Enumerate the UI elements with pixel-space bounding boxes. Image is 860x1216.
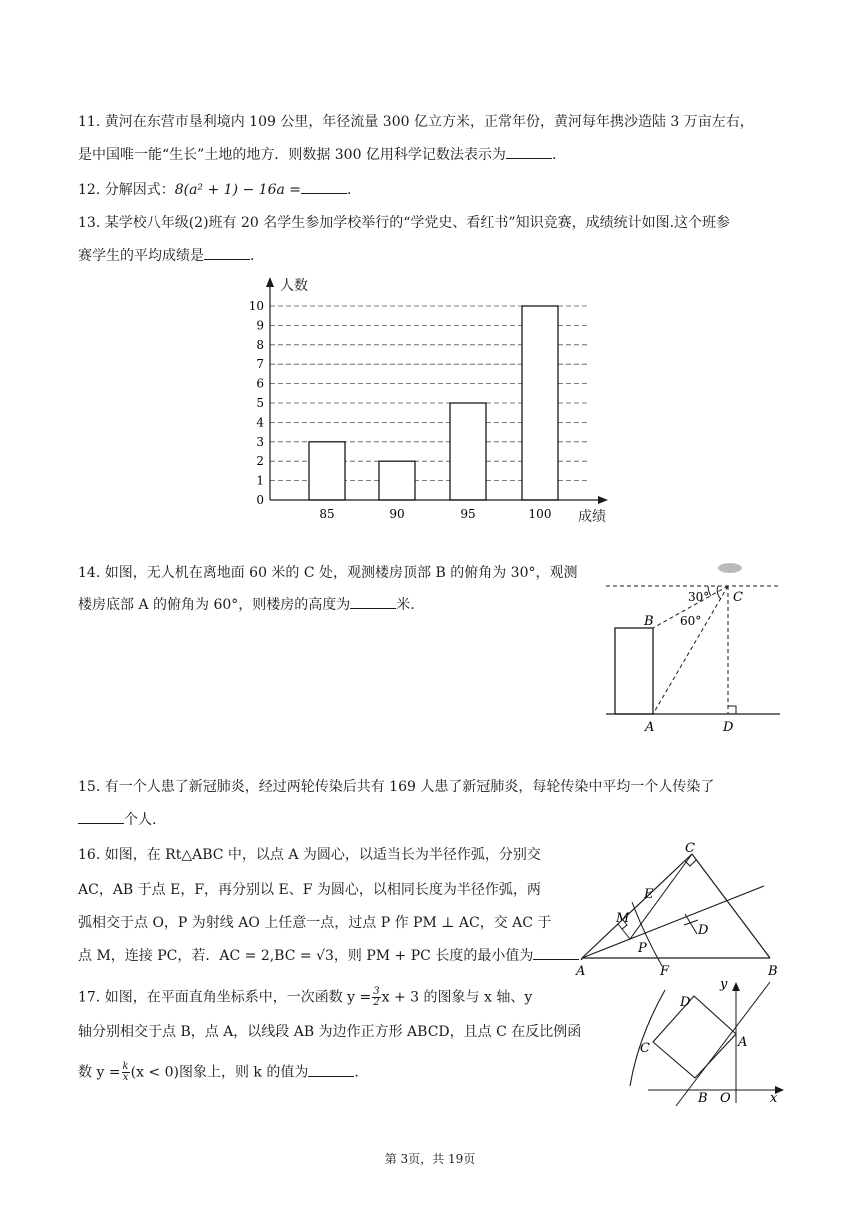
q15-end: 个人.	[124, 812, 157, 828]
q12-line	[78, 180, 351, 200]
q17-fraction-k-x	[122, 1062, 130, 1083]
label-e: E	[644, 887, 654, 902]
q11-line2-text: 是中国唯一能“生长”土地的地方．则数据 300 亿用科学记数法表示为	[78, 147, 506, 163]
y-tick-label: 7	[256, 357, 264, 372]
right-angle-d	[728, 706, 736, 714]
q15-answer-blank[interactable]	[78, 811, 124, 824]
bar	[522, 306, 558, 500]
label-y: y	[720, 978, 728, 992]
label-f: F	[660, 964, 670, 979]
q17-line3a: 数 y =	[78, 1064, 121, 1081]
q17-frac-den: 2	[373, 997, 380, 1008]
q11-end: .	[551, 147, 557, 163]
side-cb	[692, 854, 770, 958]
angle-arc-60	[717, 586, 721, 599]
side-ac	[582, 854, 692, 958]
x-tick-label: 100	[528, 507, 552, 521]
q17-k-num: k	[122, 1061, 129, 1072]
q14-answer-blank[interactable]	[350, 596, 396, 609]
label-b: B	[698, 1091, 708, 1106]
y-tick-label: 4	[256, 415, 264, 430]
y-axis-arrow	[732, 982, 740, 991]
ray-ao	[582, 886, 764, 958]
y-tick-label: 0	[256, 493, 264, 507]
label-a: A	[645, 720, 655, 735]
q17-end: .	[354, 1064, 359, 1081]
q11-answer-blank[interactable]	[506, 146, 552, 159]
y-tick-label: 8	[256, 337, 264, 352]
q14-figure	[600, 558, 785, 738]
q13-answer-blank[interactable]	[204, 247, 250, 260]
label-b: B	[644, 614, 654, 629]
q15-line2	[78, 810, 156, 830]
label-60: 60°	[680, 614, 702, 628]
bar-chart	[240, 275, 620, 530]
q14-line2-text: 楼房底部 A 的俯角为 60°，则楼房的高度为	[78, 597, 351, 613]
q12-answer-blank[interactable]	[301, 181, 347, 194]
q11-line1: 11. 黄河在东营市垦利境内 109 公里，年径流量 300 亿立方米，正常年份，黄河每年携沙造陆 3 万亩左右，	[78, 114, 754, 130]
y-tick-label: 6	[256, 376, 264, 391]
q16-end: .	[579, 948, 584, 964]
label-c: C	[733, 590, 743, 605]
q16-line4	[78, 946, 584, 966]
q11-line2	[78, 145, 556, 165]
q17-fraction-3-2	[372, 987, 380, 1008]
y-tick-label: 1	[256, 473, 264, 488]
q17-line1	[78, 987, 532, 1008]
y-tick-label: 10	[248, 299, 264, 313]
label-o: O	[720, 1091, 731, 1106]
q17-figure	[618, 978, 788, 1108]
y-tick-label: 2	[256, 454, 264, 469]
q16-figure	[572, 840, 787, 985]
label-c: C	[685, 841, 695, 856]
q16-line1: 16. 如图，在 Rt△ABC 中，以点 A 为圆心，以适当长为半径作弧，分别交	[78, 847, 541, 863]
q12-end: .	[347, 182, 352, 198]
drone-icon	[718, 563, 742, 573]
page-footer: 第 3页，共 19页	[384, 1152, 476, 1166]
q17-line3b: (x < 0)图象上，则 k 的值为	[130, 1064, 309, 1081]
q13-line1: 13. 某学校八年级(2)班有 20 名学生参加学校举行的“学党史、看红书”知识竞赛，成绩统计如图.这个班参	[78, 215, 731, 231]
q16-line3: 弧相交于点 O，P 为射线 AO 上任意一点，过点 P 作 PM ⊥ AC，交 AC 于	[78, 915, 552, 931]
bar	[450, 403, 486, 500]
q17-frac-num: 3	[373, 986, 380, 997]
segment-pm	[618, 924, 630, 939]
y-axis-label: 人数	[280, 278, 308, 294]
q17-answer-blank[interactable]	[308, 1064, 354, 1077]
label-p: P	[638, 941, 647, 956]
hyperbola	[630, 990, 665, 1086]
q17-k-den: x	[122, 1072, 129, 1083]
q14-line1: 14. 如图，无人机在离地面 60 米的 C 处，观测楼房顶部 B 的俯角为 30°，观测	[78, 565, 578, 581]
q17-line2: 轴分别相交于点 B，点 A，以线段 AB 为边作正方形 ABCD，且点 C 在反比例函	[78, 1024, 582, 1040]
label-c: C	[640, 1041, 650, 1056]
q16-line2: AC，AB 于点 E，F，再分别以 E、F 为圆心，以相同长度为半径作弧，两	[78, 882, 541, 898]
label-m: M	[616, 911, 630, 926]
q14-end: 米.	[396, 597, 415, 613]
q13-line2	[78, 246, 254, 266]
label-a: A	[576, 964, 586, 979]
bar	[309, 442, 345, 500]
q16-line4-text: 点 M，连接 PC，若．AC = 2,BC = √3，则 PM + PC 长度的最小值为	[78, 948, 534, 964]
label-x: x	[770, 1091, 778, 1106]
y-tick-label: 5	[256, 396, 264, 410]
q13-line2-text: 赛学生的平均成绩是	[78, 248, 204, 264]
line-c-a	[653, 586, 728, 714]
label-30: 30°	[688, 590, 710, 604]
label-d: D	[680, 995, 691, 1010]
y-axis-arrow	[266, 277, 274, 287]
q15-line1: 15. 有一个人患了新冠肺炎，经过两轮传染后共有 169 人患了新冠肺炎，每轮传染中平均一个人传染了	[78, 779, 715, 795]
y-tick-label: 3	[256, 434, 264, 449]
x-axis-label: 成绩	[578, 509, 606, 525]
q12-expression: 8(a² + 1) − 16a =	[174, 182, 302, 198]
x-axis-arrow	[598, 496, 608, 504]
x-tick-label: 95	[460, 507, 476, 521]
label-a: A	[738, 1035, 748, 1050]
q17-line1b: x + 3 的图象与 x 轴、y	[381, 989, 533, 1006]
y-tick-label: 9	[256, 318, 264, 333]
label-b: B	[768, 964, 778, 979]
label-d: D	[723, 720, 734, 735]
building	[615, 628, 653, 714]
q17-line1a: 17. 如图，在平面直角坐标系中，一次函数 y =	[78, 989, 372, 1006]
label-d: D	[698, 923, 709, 938]
q13-end: .	[250, 248, 255, 264]
q14-line2	[78, 595, 415, 615]
square-abcd	[653, 996, 736, 1078]
bar	[379, 461, 415, 500]
x-tick-label: 85	[319, 507, 335, 521]
q17-line3	[78, 1062, 359, 1083]
x-tick-label: 90	[389, 507, 405, 521]
q12-prefix: 12. 分解因式：	[78, 182, 175, 198]
arc-ef	[632, 902, 662, 966]
